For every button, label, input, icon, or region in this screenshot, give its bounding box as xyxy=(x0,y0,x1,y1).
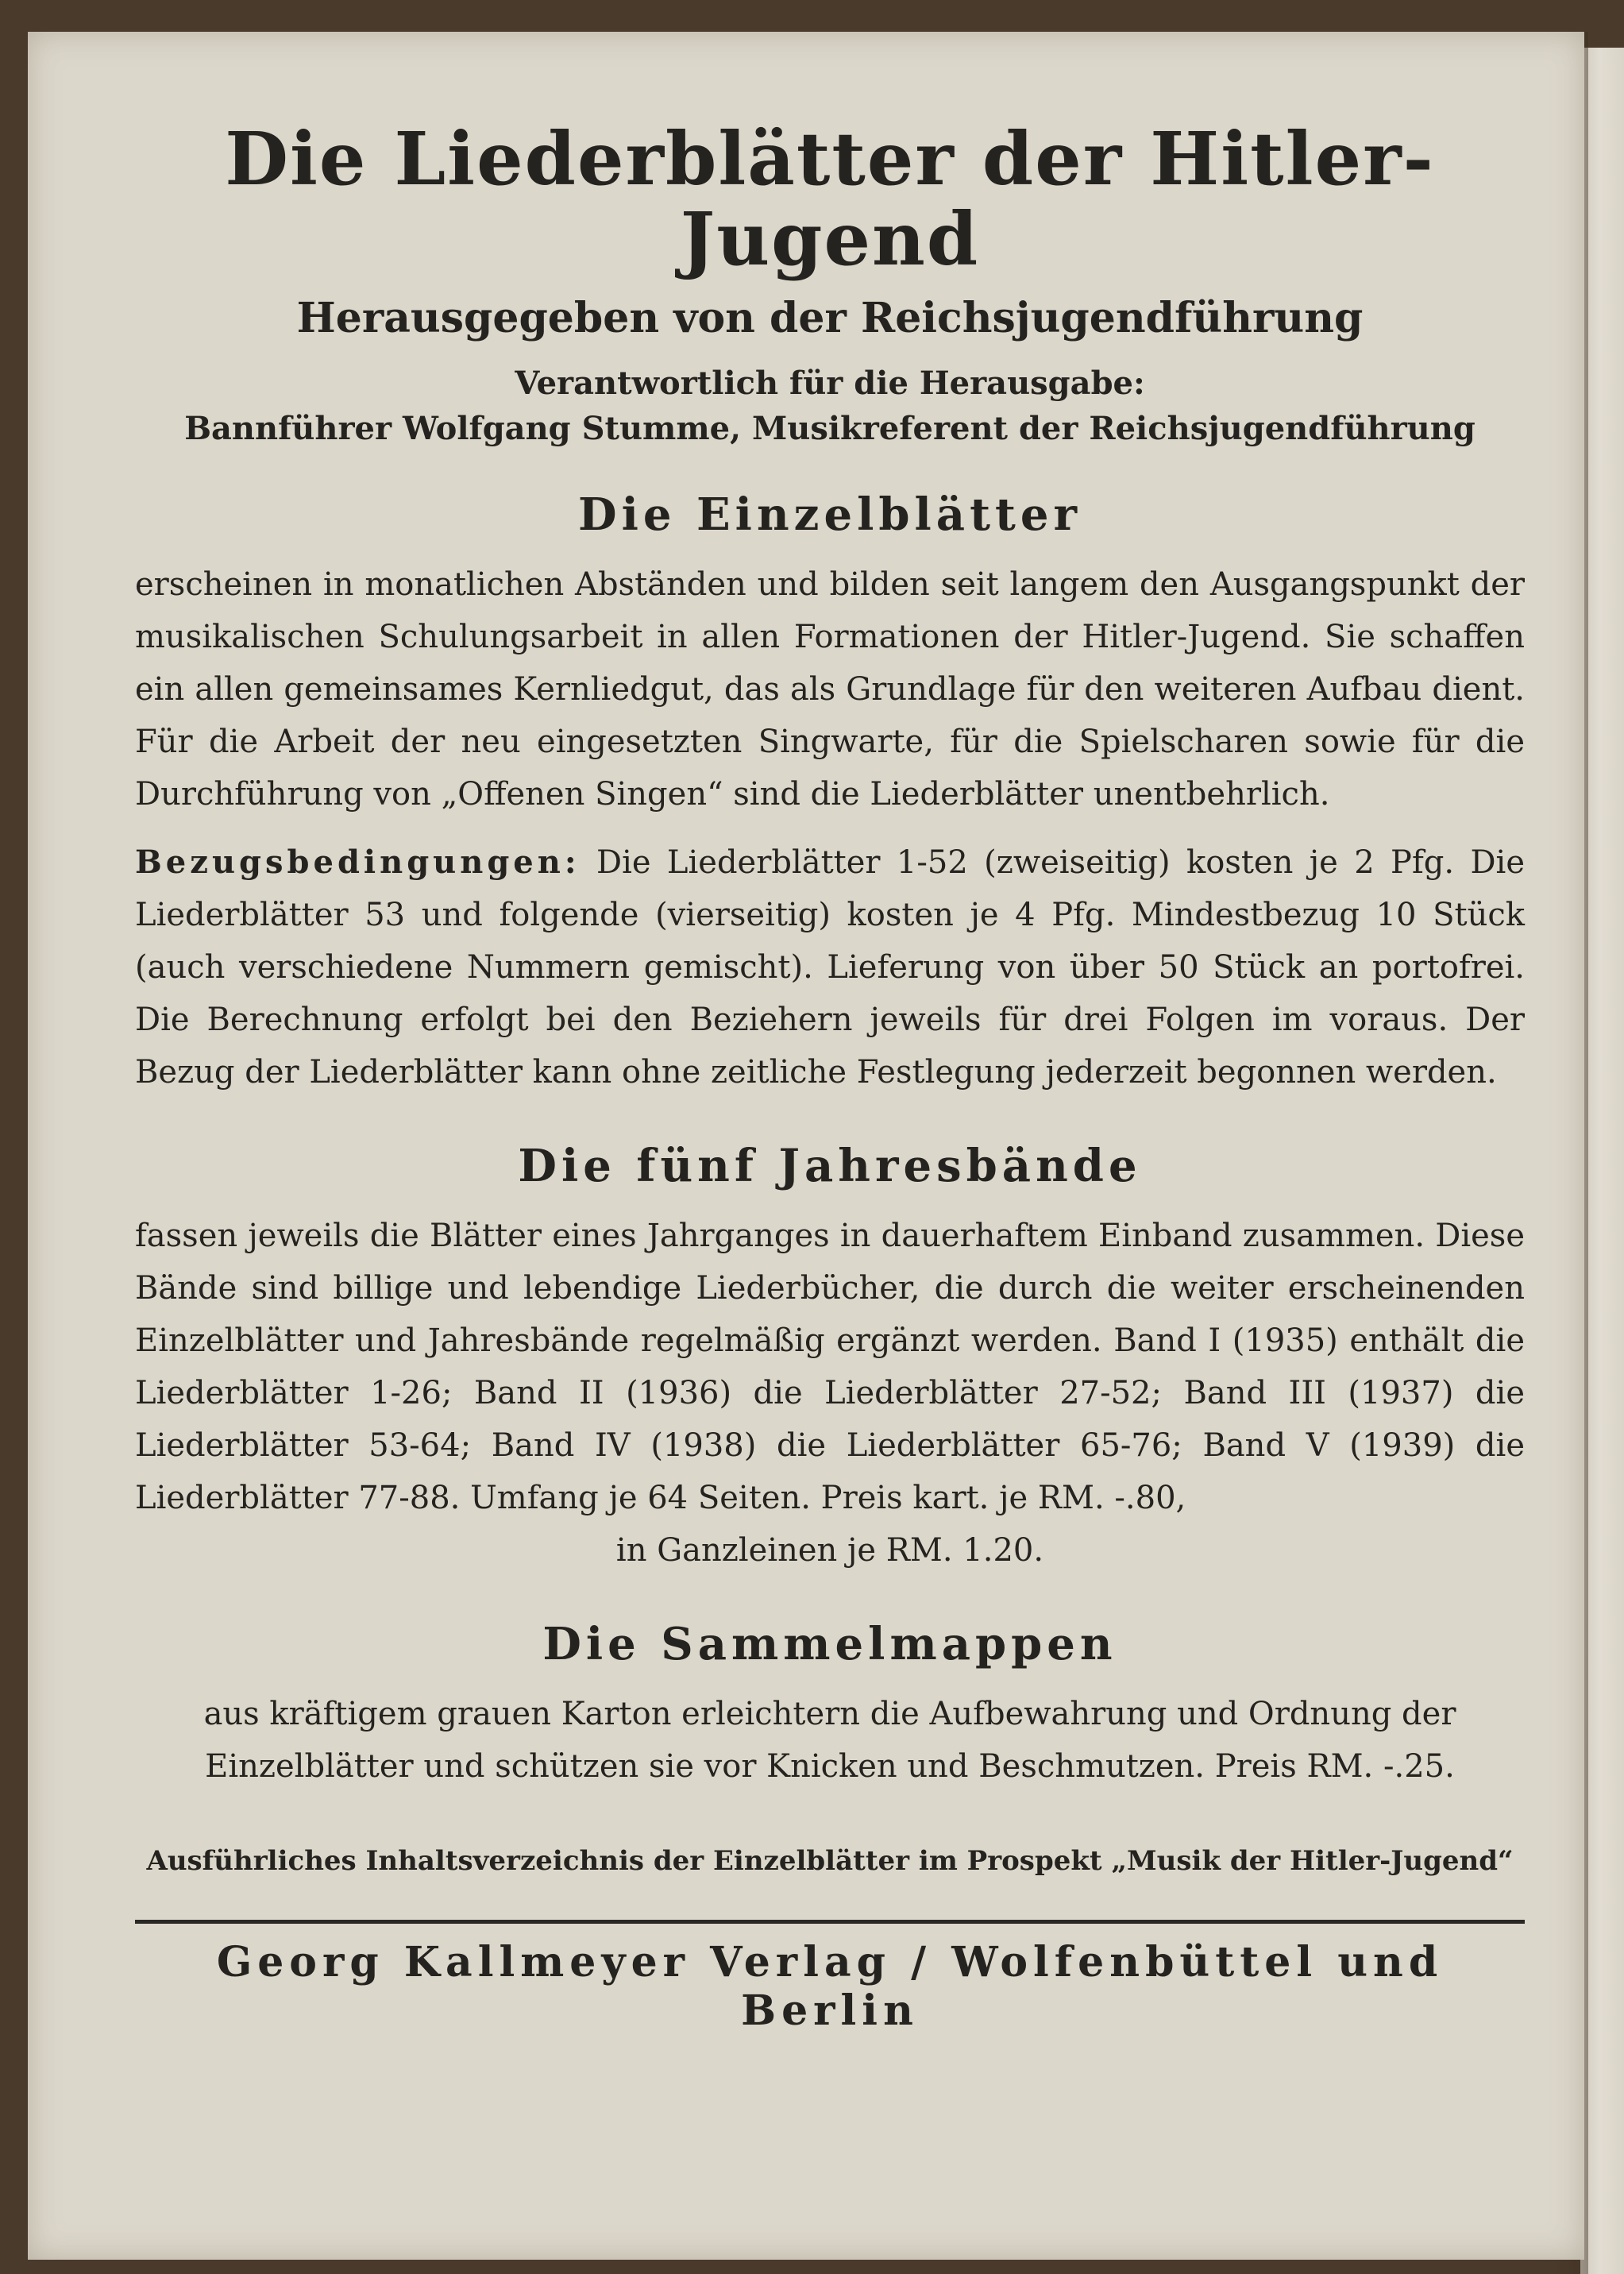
jahresbaende-paragraph: fassen jeweils die Blätter eines Jahrganges in dauerhaftem Einband zusammen. Diese Bände sind billige und lebendige Liederbücher, die durch die weiter erscheinenden Einzelblätter und Jahresbände regelmäßig ergänzt werden. Band I (1935) enthält die Liederblätter 1-26; Band II (1936) die Liederblätter 27-52; Band III (1937) die Liederblätter 53-64; Band IV (1938) die Liederblätter 65-76; Band V (1939) die Liederblätter 77-88. Umfang je 64 Seiten. Preis kart. je RM. -.80, xyxy=(135,1218,1525,1517)
jahresbaende-price-line: in Ganzleinen je RM. 1.20. xyxy=(615,1532,1044,1569)
responsible-name: Bannführer Wolfgang Stumme, Musikreferent der Reichsjugendführung xyxy=(184,410,1475,448)
publisher-line: Georg Kallmeyer Verlag / Wolfenbüttel und Berlin xyxy=(216,1938,1444,2036)
contents-note: Ausführliches Inhaltsverzeichnis der Einzelblätter im Prospekt „Musik der Hitler-Jugend“ xyxy=(146,1845,1514,1878)
page-subtitle: Herausgegeben von der Reichsjugendführung xyxy=(296,294,1364,343)
section-heading-einzelblaetter: Die Einzelblätter xyxy=(578,488,1082,542)
page-content xyxy=(135,116,1525,2036)
book-page xyxy=(28,32,1584,2260)
section-heading-sammelmappen: Die Sammelmappen xyxy=(542,1618,1117,1671)
page-title: Die Liederblätter der Hitler-Jugend xyxy=(225,116,1435,283)
einzelblaetter-paragraph: erscheinen in monatlichen Abständen und bilden seit langem den Ausgangspunkt der musikalischen Schulungsarbeit in allen Formationen der Hitler-Jugend. Sie schaffen ein allen gemeinsames Kernliedgut, das als Grundlage für den weiteren Aufbau dient. Für die Arbeit der neu eingesetzten Singwarte, für die Spielscharen sowie für die Durchführung von „Offenen Singen“ sind die Liederblätter unentbehrlich. xyxy=(135,566,1525,813)
sammelmappen-paragraph: aus kräftigem grauen Karton erleichtern die Aufbewahrung und Ordnung der Einzelblätter und schützen sie vor Knicken und Beschmutzen. Preis RM. -.25. xyxy=(203,1696,1456,1786)
terms-label: Bezugsbedingungen: xyxy=(135,844,581,882)
responsible-label: Verantwortlich für die Herausgabe: xyxy=(515,365,1145,403)
footer-divider xyxy=(135,1920,1525,1924)
section-heading-jahresbaende: Die fünf Jahresbände xyxy=(518,1140,1142,1193)
terms-paragraph xyxy=(135,836,1525,1098)
terms-text: Die Liederblätter 1-52 (zweiseitig) kosten je 2 Pfg. Die Liederblätter 53 und folgende (vierseitig) kosten je 4 Pfg. Mindestbezug 10 Stück (auch verschiedene Nummern gemischt). Lieferung von über 50 Stück an portofrei. Die Berechnung erfolgt bei den Beziehern jeweils für drei Folgen im voraus. Der Bezug der Liederblätter kann ohne zeitliche Festlegung jederzeit begonnen werden. xyxy=(135,844,1525,1091)
